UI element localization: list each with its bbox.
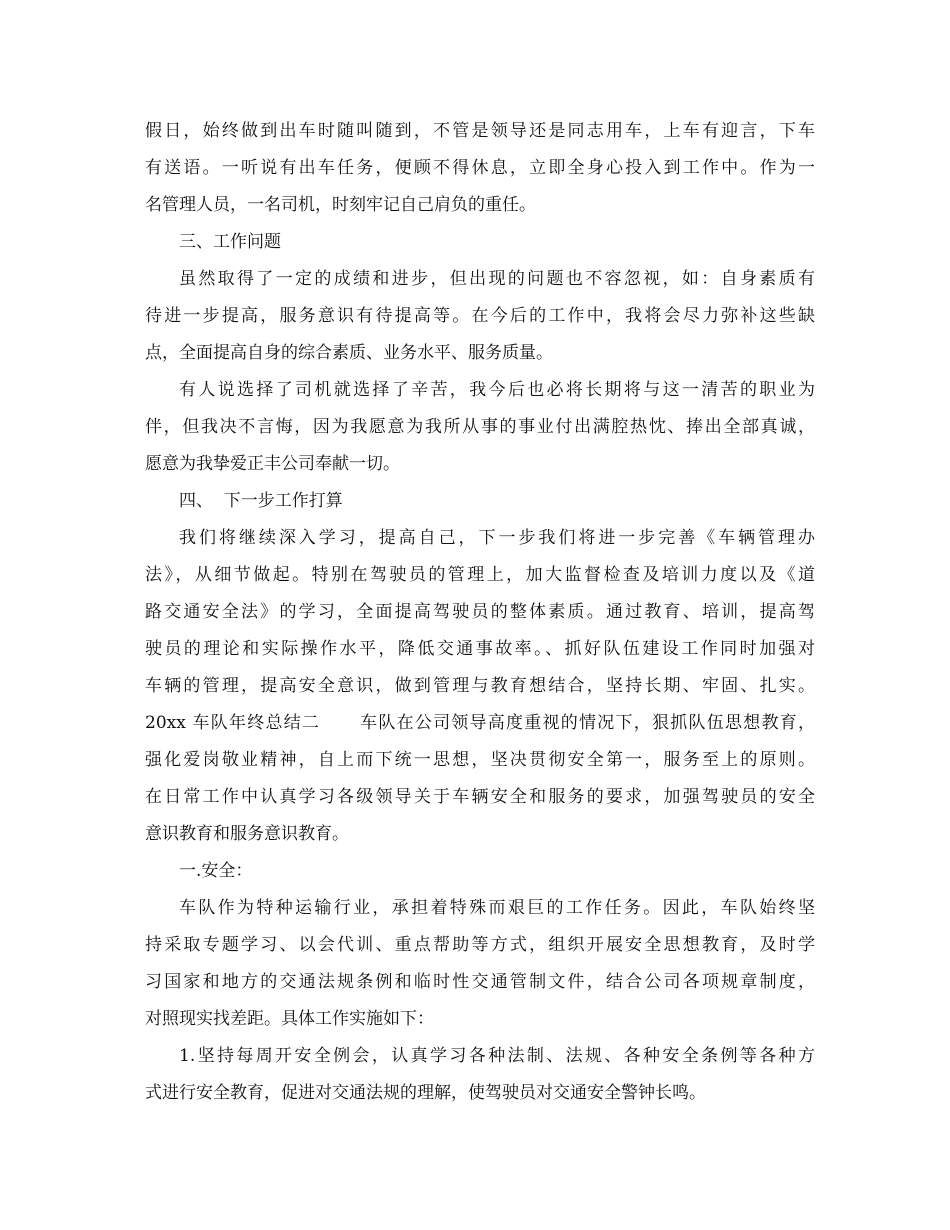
text-line: 意识教育和服务意识教育。 xyxy=(145,824,349,844)
text-line: 车辆的管理，提高安全意识，做到管理与教育想结合，坚持长期、牢固、扎实。 xyxy=(145,676,815,696)
text-line: 愿意为我挚爱正丰公司奉献一切。 xyxy=(145,454,400,474)
text-line: 伴，但我决不言悔，因为我愿意为我所从事的事业付出满腔热忱、捧出全部真诚， xyxy=(145,417,815,437)
text-line: 在日常工作中认真学习各级领导关于车辆安全和服务的要求，加强驾驶员的安全 xyxy=(145,787,815,807)
text-line: 习国家和地方的交通法规条例和临时性交通管制文件，结合公司各项规章制度， xyxy=(145,972,815,992)
text-line: 对照现实找差距。具体工作实施如下： xyxy=(145,1009,434,1029)
text-line: 路交通安全法》的学习，全面提高驾驶员的整体素质。通过教育、培训，提高驾 xyxy=(145,602,815,622)
text-line: 我们将继续深入学习，提高自己，下一步我们将进一步完善《车辆管理办 xyxy=(179,528,815,548)
document-body xyxy=(145,113,815,1112)
text-line: 式进行安全教育，促进对交通法规的理解，使驾驶员对交通安全警钟长鸣。 xyxy=(145,1083,706,1103)
text-line: 待进一步提高，服务意识有待提高等。在今后的工作中，我将会尽力弥补这些缺 xyxy=(145,306,815,326)
section-heading: 一.安全： xyxy=(179,861,253,881)
text-line: 有人说选择了司机就选择了辛苦，我今后也必将长期将与这一清苦的职业为 xyxy=(179,380,815,400)
text-line: 驶员的理论和实际操作水平，降低交通事故率。、抓好队伍建设工作同时加强对 xyxy=(145,639,815,659)
section-heading: 四、 下一步工作打算 xyxy=(179,491,343,511)
text-line: 假日，始终做到出车时随叫随到，不管是领导还是同志用车，上车有迎言，下车 xyxy=(145,121,815,141)
text-line: 持采取专题学习、以会代训、重点帮助等方式，组织开展安全思想教育，及时学 xyxy=(145,935,815,955)
section-heading: 三、工作问题 xyxy=(179,232,281,252)
text-line: 20xx 车队年终总结二 车队在公司领导高度重视的情况下，狠抓队伍思想教育， xyxy=(145,713,815,733)
text-line: 车队作为特种运输行业，承担着特殊而艰巨的工作任务。因此，车队始终坚 xyxy=(179,898,815,918)
text-line: 强化爱岗敬业精神，自上而下统一思想，坚决贯彻安全第一，服务至上的原则。 xyxy=(145,750,815,770)
text-line: 点，全面提高自身的综合素质、业务水平、服务质量。 xyxy=(145,343,553,363)
text-line: 法》，从细节做起。特别在驾驶员的管理上，加大监督检查及培训力度以及《道 xyxy=(145,565,815,585)
text-line: 名管理人员，一名司机，时刻牢记自己肩负的重任。 xyxy=(145,195,536,215)
text-line: 虽然取得了一定的成绩和进步，但出现的问题也不容忽视，如：自身素质有 xyxy=(179,269,815,289)
list-item: 1.坚持每周开安全例会，认真学习各种法制、法规、各种安全条例等各种方 xyxy=(179,1046,815,1066)
text-line: 有送语。一听说有出车任务，便顾不得休息，立即全身心投入到工作中。作为一 xyxy=(145,158,815,178)
